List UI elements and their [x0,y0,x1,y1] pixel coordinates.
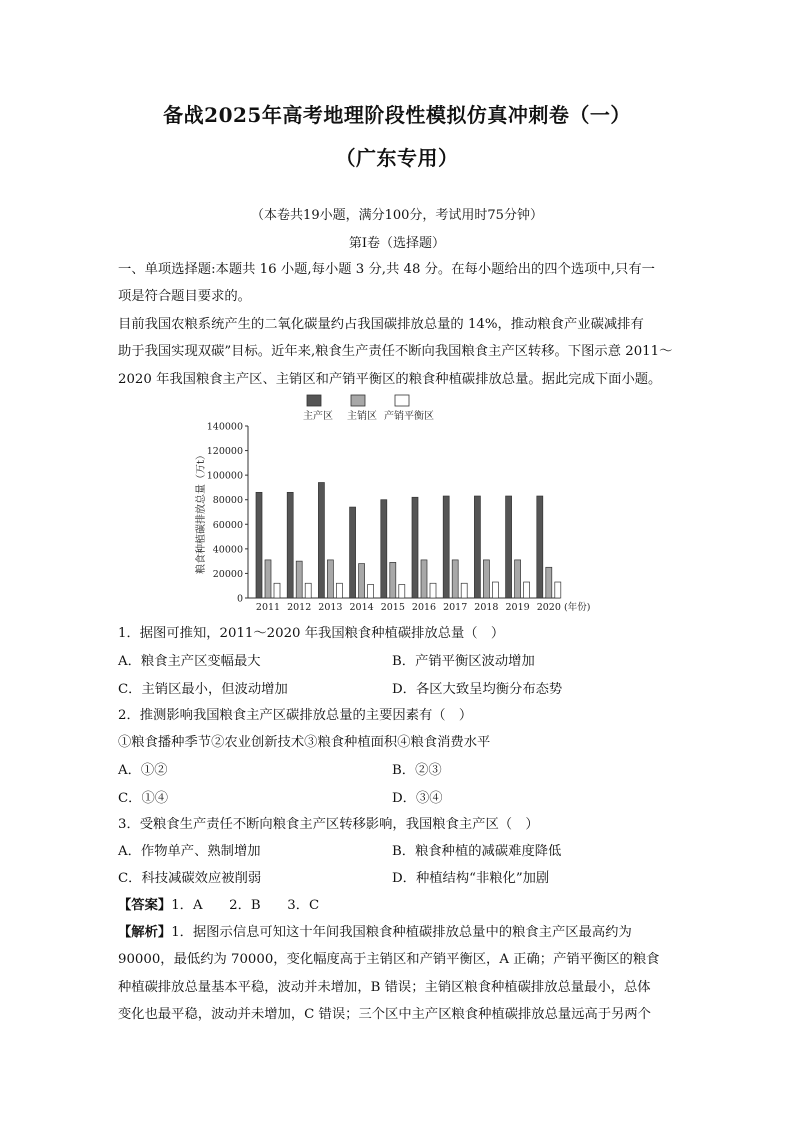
answer-line [118,894,319,913]
option-b: B．②③ [392,763,442,778]
bar-main-producing [381,500,387,598]
option-a: A．粮食主产区变幅最大 [118,654,261,669]
y-tick-label: 100000 [206,470,243,482]
bar-main-selling [546,567,552,598]
bar-main-producing [318,483,324,598]
analysis-text: 1．据图示信息可知这十年间我国粮食种植碳排放总量中的粮食主产区最高约为 [171,925,632,940]
bar-main-selling [390,562,396,598]
option-c: C．①④ [118,791,169,806]
legend-label: 主销区 [347,411,377,422]
bar-chart [190,392,610,614]
analysis-label: 【解析】 [118,925,172,940]
bar-balanced [430,583,436,598]
bar-balanced [555,582,561,598]
bar-balanced [524,582,530,598]
y-tick-label: 20000 [212,568,243,580]
bar-main-selling [265,560,271,598]
legend-label: 主产区 [303,411,333,422]
legend-swatch [351,395,365,406]
answer-text: 1．A 2．B 3．C [171,898,320,913]
question-stem: 3．受粮食生产责任不断向粮食主产区转移影响，我国粮食主产区（ ） [118,817,539,832]
option-c: C．主销区最小，但波动增加 [118,682,288,697]
bar-balanced [492,582,498,598]
option-d: D．种植结构“非粮化”加剧 [392,871,550,886]
part-heading: 第Ⅰ卷（选择题） [348,236,446,251]
x-tick-label: 2012 [287,602,312,613]
exam-info: （本卷共19小题，满分100分，考试用时75分钟） [251,208,543,223]
option-d: D．③④ [392,791,443,806]
option-b: B．产销平衡区波动增加 [392,654,535,669]
question-stem: 1．据图可推知，2011～2020 年我国粮食种植碳排放总量（ ） [118,626,505,641]
bar-main-selling [359,564,365,598]
x-tick-label: 2018 [474,602,499,613]
y-axis-label: 粮食种植碳排放总量（万t） [196,449,207,575]
legend-swatch [307,395,321,406]
page-title: 备战2025年高考地理阶段性模拟仿真冲刺卷（一） [163,103,631,127]
x-tick-label: 2019 [505,602,530,613]
analysis-line: 变化也最平稳，波动并未增加，C 错误；三个区中主产区粮食种植碳排放总量远高于另两个 [118,1007,651,1022]
legend-swatch [395,395,409,406]
bar-main-producing [474,496,480,598]
option-a: A．作物单产、熟制增加 [118,844,261,859]
y-tick-label: 40000 [212,544,243,556]
x-axis-label: (年份) [564,602,591,613]
bar-main-producing [350,507,356,598]
question-factors: ①粮食播种季节②农业创新技术③粮食种植面积④粮食消费水平 [118,735,491,750]
option-c: C．科技减碳效应被削弱 [118,871,262,886]
bar-balanced [274,583,280,598]
x-tick-label: 2013 [318,602,343,613]
x-tick-label: 2011 [255,602,281,613]
bar-balanced [368,584,374,598]
bar-main-selling [483,560,489,598]
y-tick-label: 80000 [212,495,243,507]
passage-line: 2020 年我国粮食主产区、主销区和产销平衡区的粮食种植碳排放总量。据此完成下面小题。 [118,372,662,387]
bar-balanced [305,583,311,598]
analysis-line: 90000，最低约为 70000，变化幅度高于主销区和产销平衡区，A 正确；产销平衡区的粮食 [118,952,660,967]
option-d: D．各区大致呈均衡分布态势 [392,682,563,697]
bar-main-producing [412,497,418,598]
bar-main-producing [506,496,512,598]
bar-main-producing [256,492,262,598]
legend-label: 产销平衡区 [384,411,434,422]
bar-balanced [461,583,467,598]
y-tick-label: 120000 [206,446,243,458]
option-b: B．粮食种植的减碳难度降低 [392,844,562,859]
bar-balanced [399,584,405,598]
bar-main-selling [296,561,302,598]
instruction-line: 项是符合题目要求的。 [118,289,251,304]
bar-balanced [336,583,342,598]
passage-line: 助于我国实现双碳”目标。近年来,粮食生产责任不断向我国粮食主产区转移。下图示意 2011～ [118,344,673,359]
instruction-line: 一、单项选择题:本题共 16 小题,每小题 3 分,共 48 分。在每小题给出的四个选项中,只有一 [118,262,655,277]
page-subtitle: （广东专用） [335,146,459,170]
answer-label: 【答案】 [118,898,172,913]
analysis-line: 种植碳排放总量基本平稳，波动并未增加，B 错误；主销区粮食种植碳排放总量最小，总体 [118,980,651,995]
analysis-line [118,921,632,940]
bar-main-producing [537,496,543,598]
bar-main-selling [421,560,427,598]
x-tick-label: 2020 [536,602,561,613]
bar-main-selling [452,560,458,598]
y-tick-label: 60000 [212,519,243,531]
x-tick-label: 2016 [411,602,437,613]
bar-main-selling [327,560,333,598]
x-tick-label: 2015 [380,602,405,613]
x-tick-label: 2014 [349,602,374,613]
option-a: A．①② [118,763,168,778]
x-tick-label: 2017 [443,602,468,613]
bar-main-producing [443,496,449,598]
bar-main-selling [515,560,521,598]
question-stem: 2．推测影响我国粮食主产区碳排放总量的主要因素有（ ） [118,708,473,723]
bar-main-producing [287,492,293,598]
passage-line: 目前我国农粮系统产生的二氧化碳量约占我国碳排放总量的 14%，推动粮食产业碳减排有 [118,317,644,332]
y-tick-label: 140000 [206,421,243,433]
y-tick-label: 0 [236,593,243,605]
